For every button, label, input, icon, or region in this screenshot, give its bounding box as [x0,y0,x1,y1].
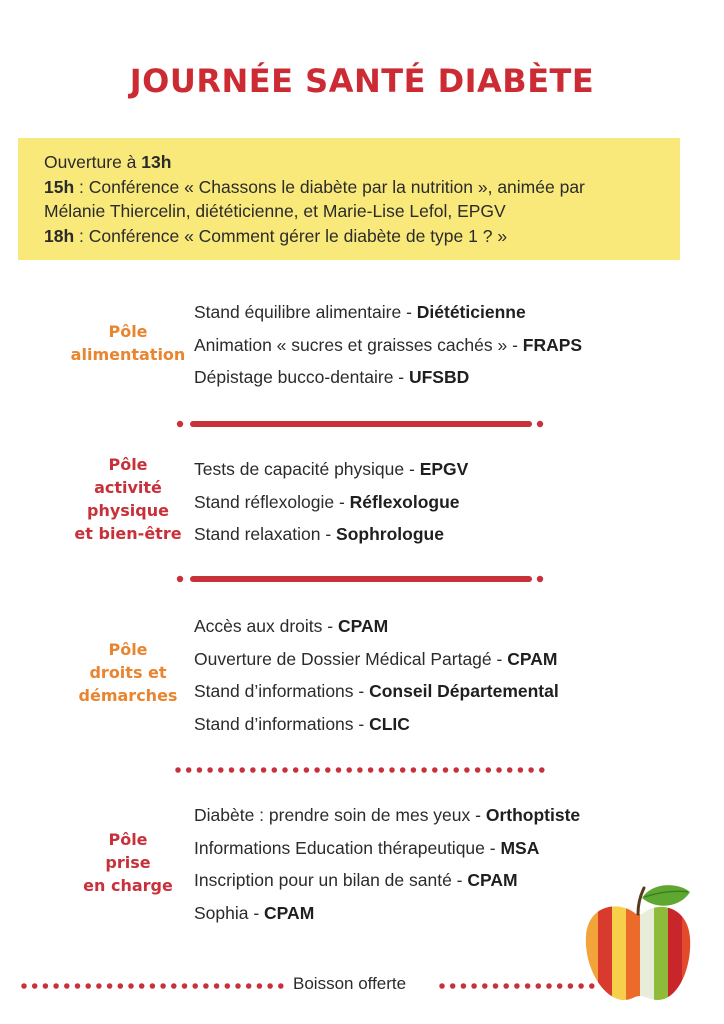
pole-items-alimentation [194,296,582,394]
banner-text: Ouverture à [44,152,142,172]
banner-time: 15h [44,176,75,197]
list-item: Ouverture de Dossier Médical Partagé - CPAM [194,648,558,669]
list-item: Diabète : prendre soin de mes yeux - Orthoptiste [194,805,581,825]
pole-label-line: Pôle [108,322,148,341]
pole-label-line: démarches [78,686,178,705]
banner-time: 13h [141,152,172,172]
pole-label-prise-en-charge [38,828,218,897]
list-item: Sophia - CPAM [194,902,315,923]
pole-label-line: en charge [83,876,173,895]
list-item: Inscription pour un bilan de santé - CPAM [194,870,518,890]
footer-dotted-line-left [20,980,286,992]
pole-label-line: Pôle [108,640,148,659]
list-item: Accès aux droits - CPAM [194,616,389,636]
pole-label-line: prise [105,853,151,872]
list-item: Stand d’informations - Conseil Départemental [194,681,559,701]
banner-line-conference-1 [44,175,680,200]
solid-separator [174,417,546,431]
list-item: Stand d’informations - CLIC [194,713,410,734]
footer-text: Boisson offerte [293,974,407,993]
pole-label-line: alimentation [70,345,186,364]
apple-icon [580,880,700,1004]
banner-text: : Conférence « Chassons le diabète par la nutrition », animée par [74,176,585,197]
banner-time: 18h [44,225,75,246]
list-item: Animation « sucres et graisses cachés » - FRAPS [194,334,583,355]
banner-text: Mélanie Thiercelin, diététicienne, et Marie-Lise Lefol, EPGV [44,201,506,221]
banner-line-opening [44,150,680,175]
footer-dotted-line-right [438,980,598,992]
pole-label-activite [38,453,218,545]
pole-label-line: droits et [89,663,167,682]
pole-label-alimentation [38,320,218,366]
dotted-separator [174,764,546,776]
banner-line-speakers [44,199,680,224]
pole-label-line: activité [94,478,162,497]
list-item: Stand équilibre alimentaire - Diététicienne [194,302,526,322]
page-title: JOURNÉE SANTÉ DIABÈTE [129,62,595,100]
list-item: Tests de capacité physique - EPGV [194,459,469,479]
list-item: Stand relaxation - Sophrologue [194,524,444,544]
solid-separator [174,572,546,586]
list-item: Informations Education thérapeutique - MSA [194,837,540,858]
list-item: Dépistage bucco-dentaire - UFSBD [194,367,470,387]
pole-label-line: Pôle [108,455,148,474]
list-item: Stand réflexologie - Réflexologue [194,491,460,512]
pole-items-droits [194,610,559,740]
pole-label-line: et bien-être [74,524,182,543]
banner-line-conference-2 [44,224,680,249]
banner-text: : Conférence « Comment gérer le diabète de type 1 ? » [74,225,508,246]
pole-label-line: physique [87,501,169,520]
pole-label-droits [38,638,218,707]
pole-label-line: Pôle [108,830,148,849]
pole-items-prise-en-charge [194,799,580,929]
pole-items-activite [194,453,468,551]
schedule-banner [18,138,680,260]
